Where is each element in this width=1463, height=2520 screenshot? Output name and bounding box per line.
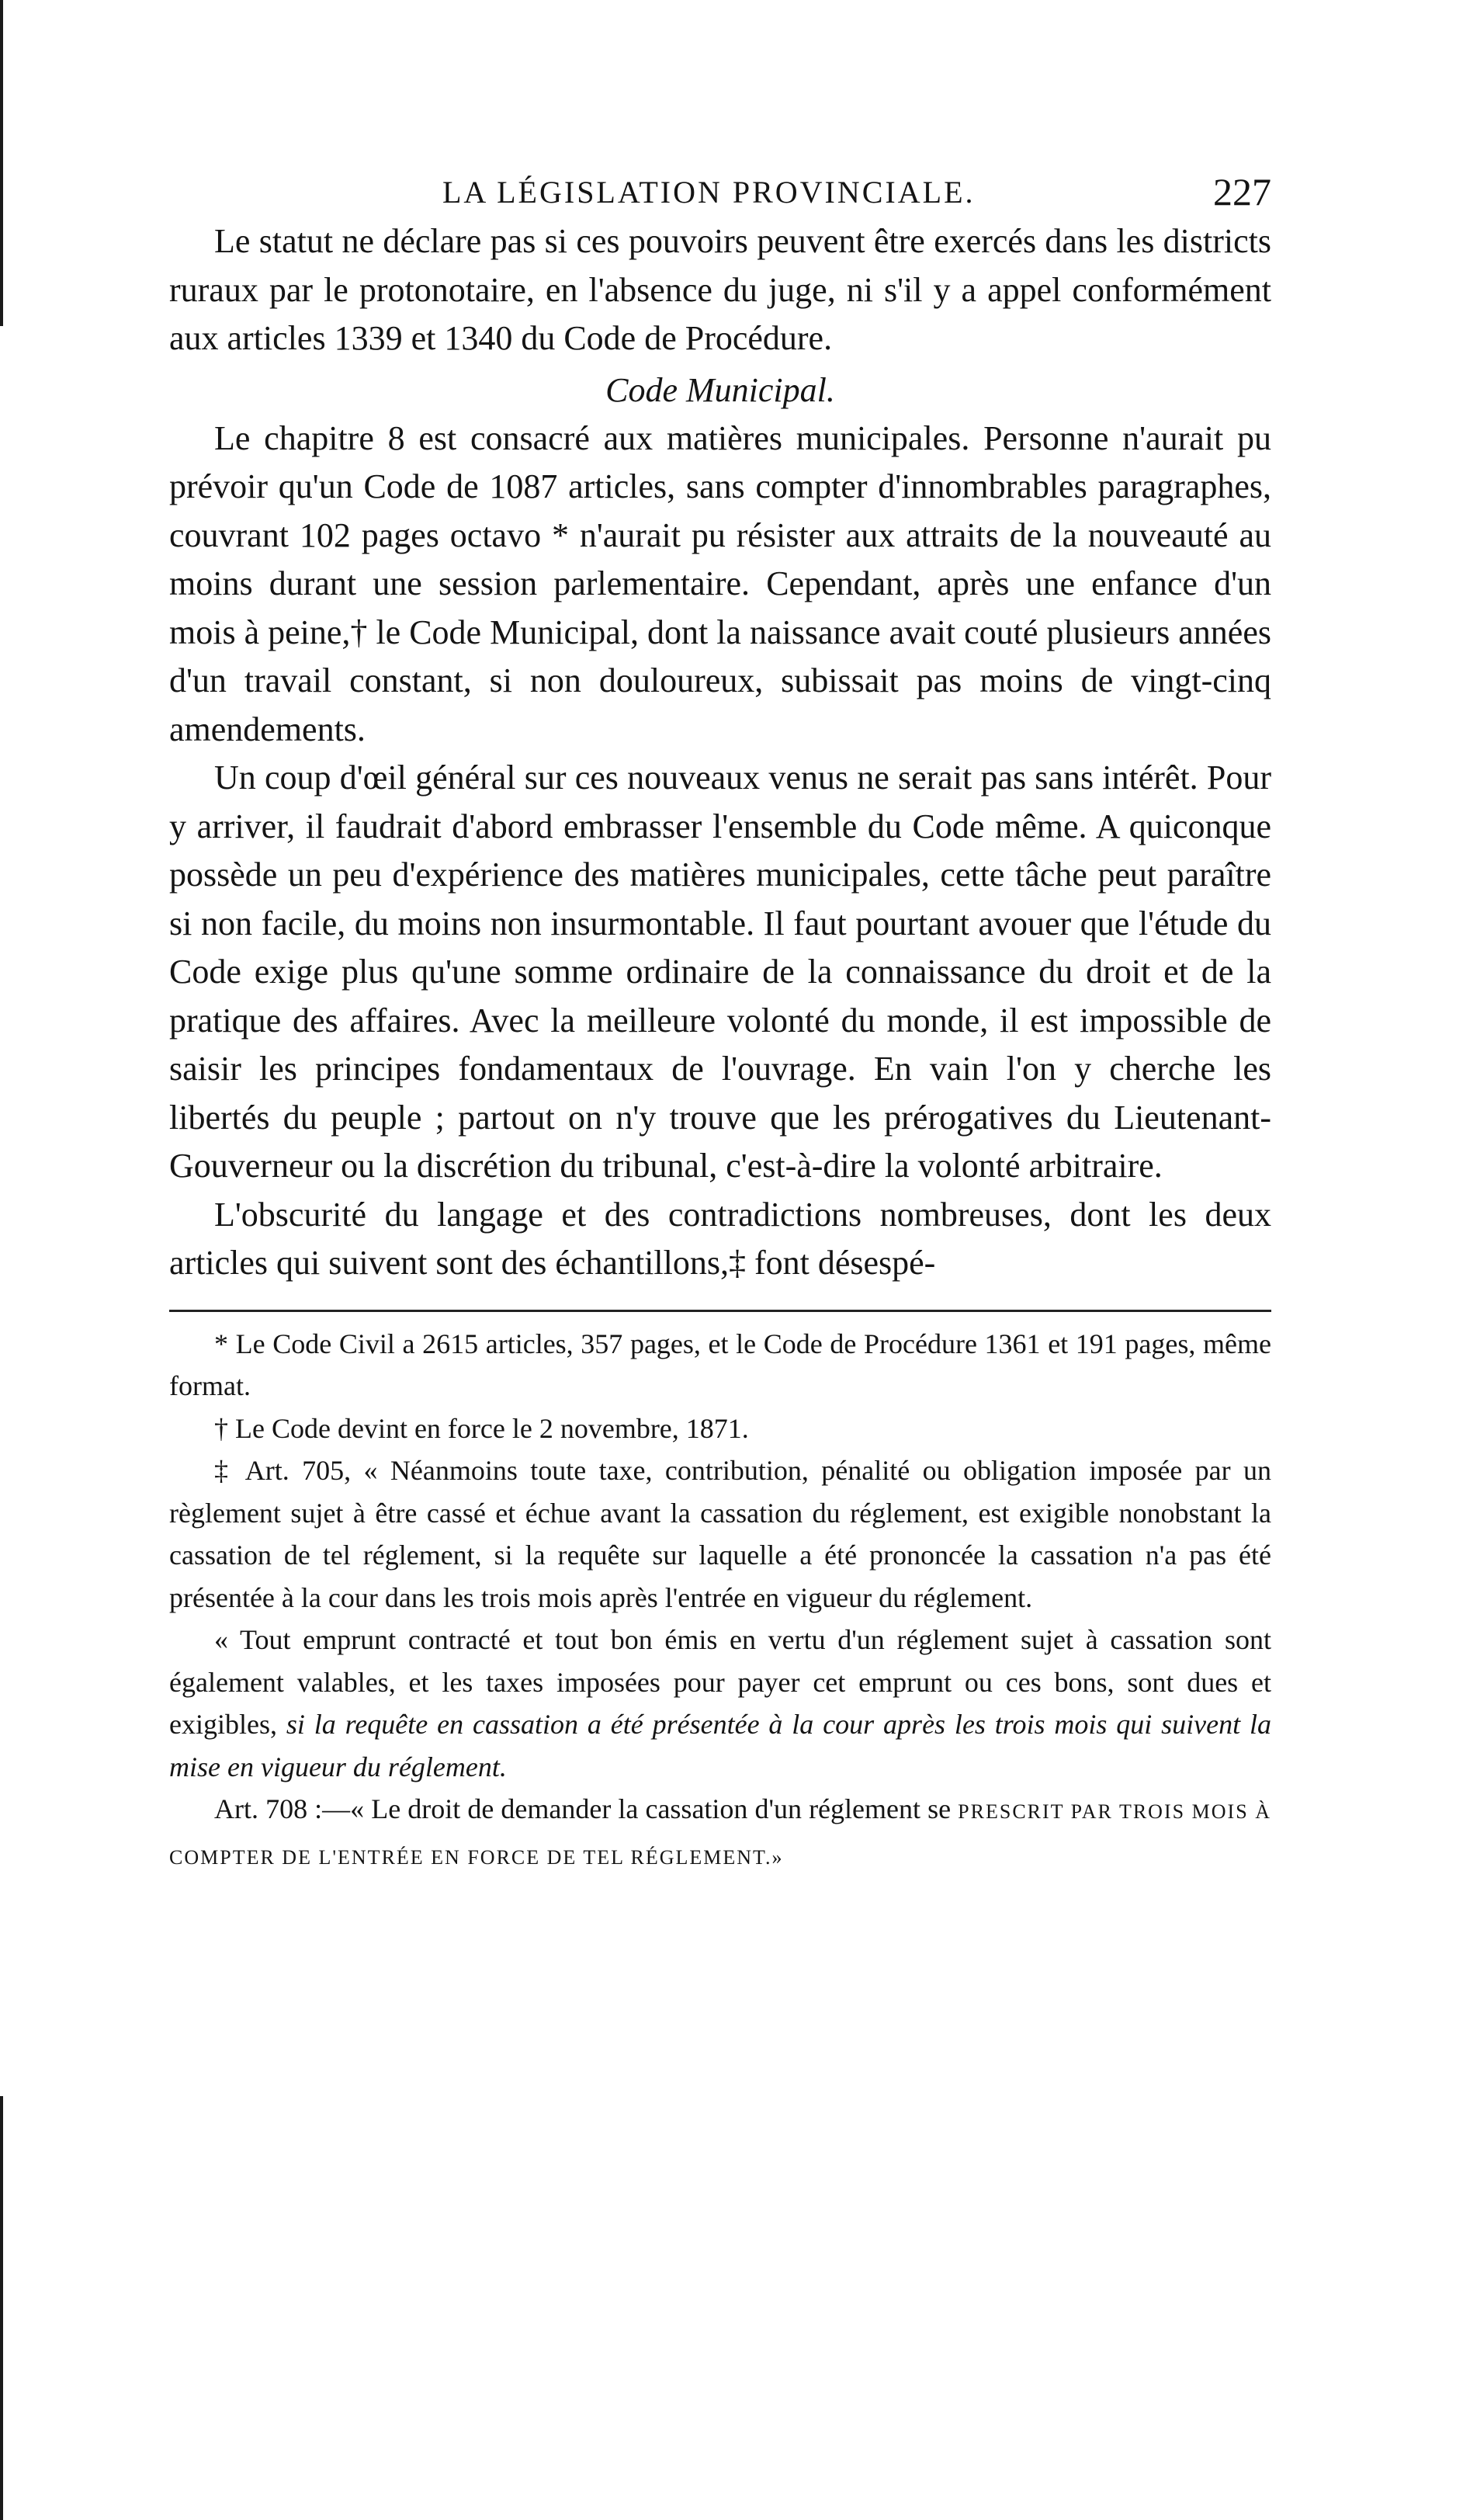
footnote-2: † Le Code devint en force le 2 novembre, 1871. [214, 1412, 749, 1444]
footnote-4 [169, 1619, 1271, 1788]
footnote-5-smallcaps: PRESCRIT PAR TROIS MOIS À COMPTER DE L'ENTRÉE EN FORCE DE TEL RÉGLEMENT.» [169, 1800, 1272, 1869]
scan-edge-bottom [0, 2096, 3, 2520]
paragraph-2: Le chapitre 8 est consacré aux matières municipales. Personne n'aurait pu prévoir qu'un Code de 1087 articles, sans compter d'innombrables paragraphes, couvrant 102 pages octavo * n'aurait pu résister aux attraits de la nouveauté au moins durant une session parlementaire. Cependant, après une enfance d'un mois à peine,† le Code Municipal, dont la naissance avait couté plusieurs années d'un travail constant, si non douloureux, subissait pas moins de vingt-cinq amendements. [169, 418, 1271, 748]
running-title: LA LÉGISLATION PROVINCIALE. [442, 175, 976, 210]
scan-edge-top [0, 0, 3, 326]
footnote-4-text: « Tout emprunt contracté et tout bon émis en vertu d'un réglement sujet à cassation sont également valables, et les taxes imposées pour payer cet emprunt ou ces bons, sont dues et exigibles, [169, 1624, 1271, 1740]
footnote-5 [169, 1788, 1271, 1879]
paragraph-3: Un coup d'œil général sur ces nouveaux venus ne serait pas sans intérêt. Pour y arriver, il faudrait d'abord embrasser l'ensemble du Code même. A quiconque possède un peu d'expérience des matières municipales, cette tâche peut paraître si non facile, du moins non insurmontable. Il faut pourtant avouer que l'étude du Code exige plus qu'une somme ordinaire de la connaissance du droit et de la pratique des affaires. Avec la meilleure volonté du monde, il est impossible de saisir les principes fondamentaux de l'ouvrage. En vain l'on y cherche les libertés du peuple ; partout on n'y trouve que les prérogatives du Lieutenant-Gouverneur ou la discrétion du tribunal, c'est-à-dire la volonté arbitraire. [169, 758, 1271, 1185]
running-head [169, 155, 1271, 217]
paragraph-4: L'obscurité du langage et des contradictions nombreuses, dont les deux articles qui suivent sont des échantillons,‡ font désespé- [169, 1195, 1271, 1282]
footnote-4-italic: si la requête en cassation a été présentée à la cour après les trois mois qui suivent la mise en vigueur du réglement. [169, 1709, 1272, 1782]
footnote-rule [169, 1310, 1271, 1312]
footnote-5-text: Art. 708 :—« Le droit de demander la cassation d'un réglement se [214, 1793, 952, 1824]
book-page [169, 155, 1271, 1879]
page-number: 227 [1213, 170, 1271, 213]
footnote-3: ‡ Art. 705, « Néanmoins toute taxe, contribution, pénalité ou obligation imposée par un règlement sujet à être cassé et échue avant la cassation du réglement, est exigible nonobstant la cassation de tel réglement, si la requête sur laquelle a été prononcée la cassation n'a pas été présentée à la cour dans les trois mois après l'entrée en vigueur du réglement. [169, 1455, 1271, 1613]
footnote-1: * Le Code Civil a 2615 articles, 357 pages, et le Code de Procédure 1361 et 191 pages, même format. [169, 1328, 1271, 1401]
section-heading: Code Municipal. [605, 370, 835, 409]
paragraph-1: Le statut ne déclare pas si ces pouvoirs peuvent être exercés dans les districts ruraux par le protonotaire, en l'absence du juge, ni s'il y a appel conformément aux articles 1339 et 1340 du Code de Procédure. [169, 222, 1271, 357]
